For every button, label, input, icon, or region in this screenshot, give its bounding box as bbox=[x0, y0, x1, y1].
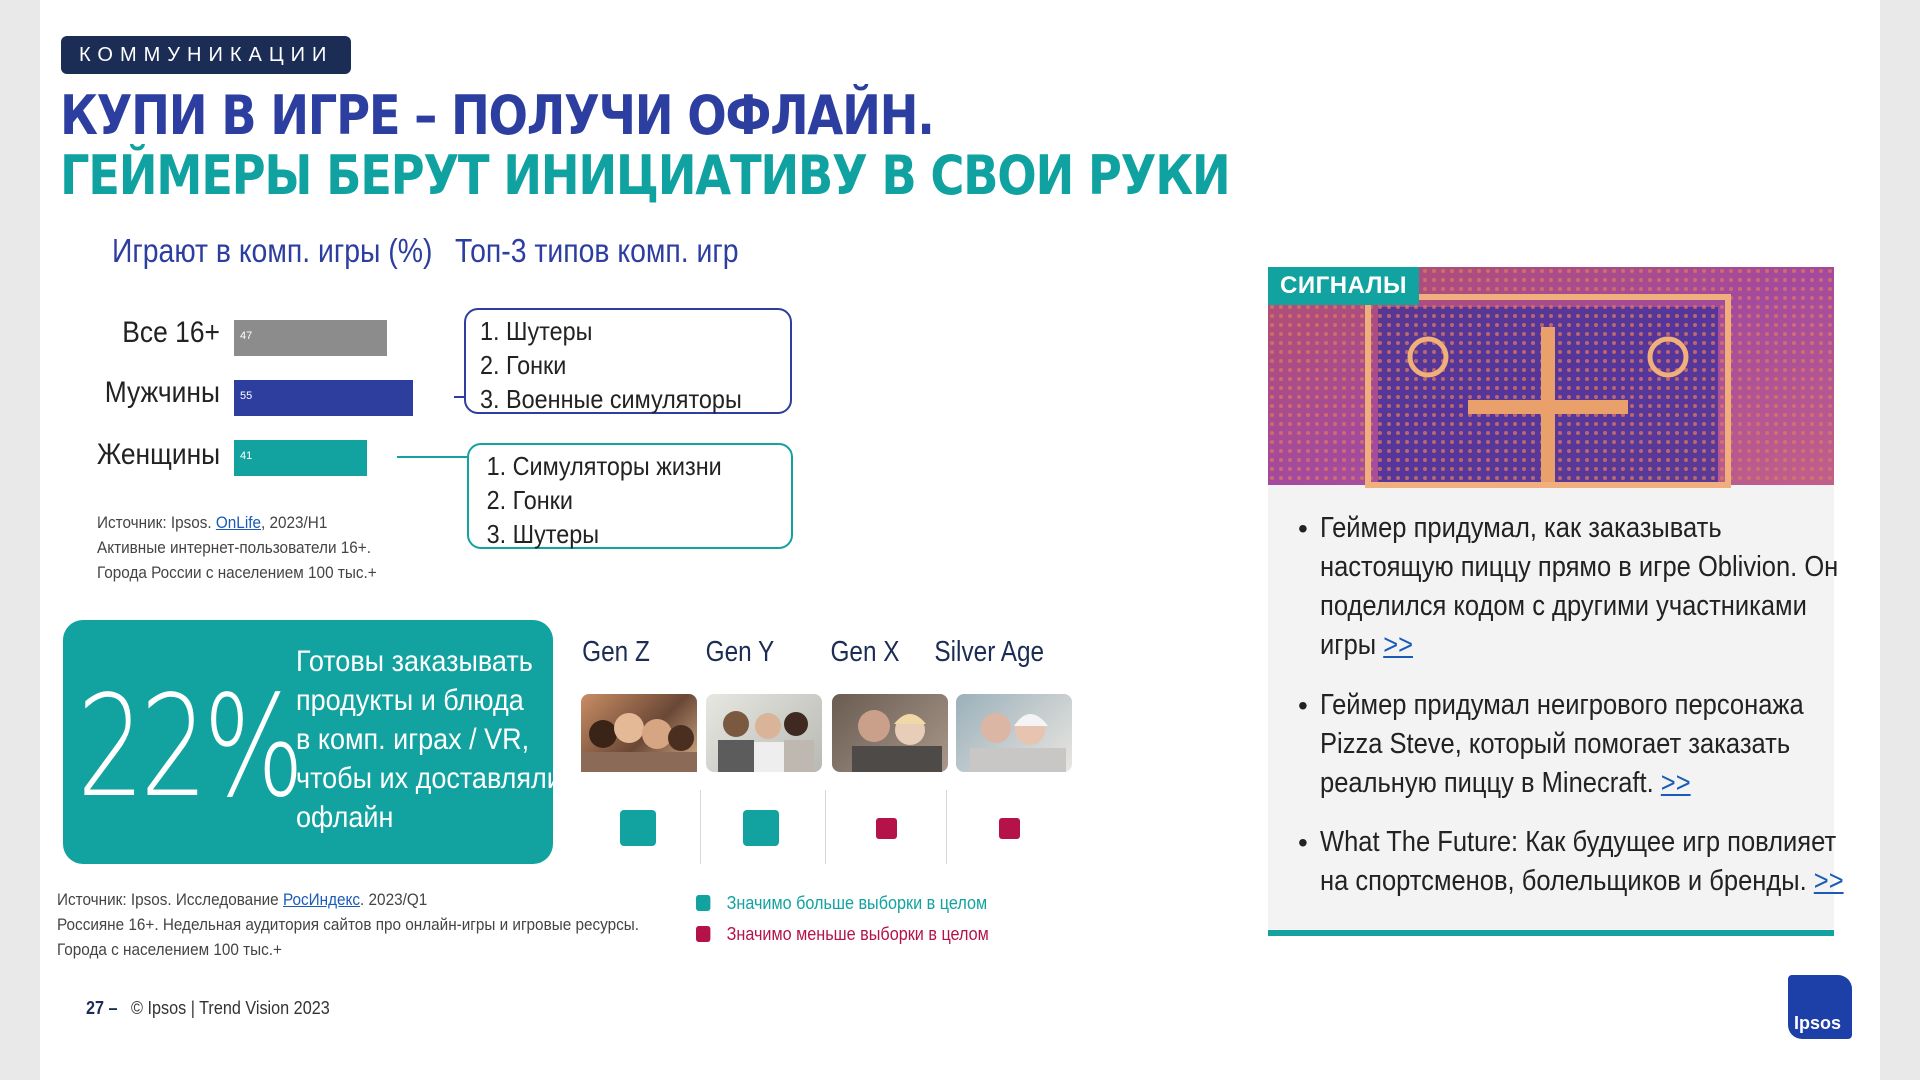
signal-text-line: What The Future: Как будущее игр повлияет bbox=[1320, 826, 1837, 858]
signal-link[interactable]: >> bbox=[1813, 865, 1844, 897]
stat-text-line: в комп. играх / VR, bbox=[296, 723, 530, 756]
legend-lower bbox=[696, 924, 989, 945]
stat-text-line: чтобы их доставляли bbox=[296, 762, 562, 795]
significance-mark bbox=[743, 810, 779, 846]
gen-label: Gen X bbox=[830, 636, 900, 668]
significance-mark bbox=[620, 810, 656, 846]
men-top3-item: 3. Военные симуляторы bbox=[480, 384, 742, 414]
source-suffix: , 2023/H1 bbox=[260, 513, 328, 532]
signal-text-line: настоящую пиццу прямо в игре Oblivion. Он bbox=[1320, 551, 1839, 583]
footer bbox=[86, 998, 330, 1019]
stat-text-line: Готовы заказывать bbox=[296, 645, 533, 678]
women-top3-item: 3. Шутеры bbox=[486, 519, 600, 549]
bar-label-all: Все 16+ bbox=[122, 316, 220, 349]
women-top3-item: 1. Симуляторы жизни bbox=[486, 451, 722, 481]
gen-label: Gen Y bbox=[705, 636, 775, 668]
slide bbox=[40, 0, 1880, 1080]
signals-tag: СИГНАЛЫ bbox=[1268, 267, 1419, 305]
column-divider bbox=[700, 790, 701, 864]
legend-higher bbox=[696, 893, 987, 914]
signals-panel bbox=[1268, 267, 1844, 929]
stat-card bbox=[63, 620, 562, 864]
column-divider bbox=[946, 790, 947, 864]
panel-underline bbox=[1268, 930, 1834, 936]
stat-text-line: офлайн bbox=[296, 801, 394, 834]
signal-text-line: Геймер придумал неигрового персонажа bbox=[1320, 689, 1804, 721]
page-subtitle: ГЕЙМЕРЫ БЕРУТ ИНИЦИАТИВУ В СВОИ РУКИ bbox=[60, 144, 1230, 207]
stat-value: 22% bbox=[77, 666, 300, 829]
page-number: 27 – bbox=[86, 998, 118, 1018]
legend-higher-label: Значимо больше выборки в целом bbox=[726, 893, 988, 913]
source-prefix: Источник: Ipsos. bbox=[97, 513, 216, 532]
gen-label: Silver Age bbox=[934, 636, 1045, 668]
ipsos-logo bbox=[1788, 975, 1852, 1039]
silver-age-photo bbox=[956, 694, 1072, 772]
column-divider bbox=[825, 790, 826, 864]
source-line: Города с населением 100 тыс.+ bbox=[57, 940, 282, 959]
signal-text-line: реальную пиццу в Minecraft. bbox=[1320, 767, 1661, 799]
bar-value-label: 41 bbox=[240, 450, 253, 462]
legend-swatch bbox=[696, 926, 710, 942]
source-line: Активные интернет-пользователи 16+. bbox=[97, 538, 371, 557]
significance-mark bbox=[999, 818, 1020, 839]
men-top3-box bbox=[464, 308, 792, 414]
source-line: Города России с населением 100 тыс.+ bbox=[97, 563, 377, 582]
signal-text-line: Pizza Steve, который помогает заказать bbox=[1320, 728, 1791, 760]
women-top3-item: 2. Гонки bbox=[486, 485, 573, 515]
play-chart-title: Играют в комп. игры (%) bbox=[112, 232, 433, 269]
bullet: • bbox=[1298, 513, 1308, 544]
significance-mark bbox=[876, 818, 897, 839]
men-top3-item: 1. Шутеры bbox=[480, 316, 593, 346]
top3-title: Топ-3 типов комп. игр bbox=[455, 232, 739, 269]
stat-text-line: продукты и блюда bbox=[296, 684, 524, 717]
gen-y-photo bbox=[706, 694, 822, 772]
section-tag: КОММУНИКАЦИИ bbox=[61, 36, 351, 74]
bar-value-label: 47 bbox=[240, 330, 253, 342]
play-source bbox=[97, 510, 377, 585]
signal-link[interactable]: >> bbox=[1660, 767, 1691, 799]
legend-swatch bbox=[696, 895, 710, 911]
bullet: • bbox=[1298, 827, 1308, 858]
bullet: • bbox=[1298, 690, 1308, 721]
women-top3-box bbox=[467, 443, 793, 549]
men-top3-item: 2. Гонки bbox=[480, 350, 567, 380]
onlife-link[interactable]: OnLife bbox=[215, 513, 261, 532]
gen-x-photo bbox=[832, 694, 948, 772]
stat-text bbox=[296, 642, 562, 837]
gen-label: Gen Z bbox=[582, 636, 650, 668]
source-prefix: Источник: Ipsos. Исследование bbox=[57, 890, 283, 909]
bar-label-men: Мужчины bbox=[104, 376, 220, 409]
signal-text-line: Геймер придумал, как заказывать bbox=[1320, 512, 1722, 544]
copyright: © Ipsos | Trend Vision 2023 bbox=[131, 998, 330, 1018]
signal-link[interactable]: >> bbox=[1383, 629, 1414, 661]
signal-text-line: поделился кодом с другими участниками bbox=[1320, 590, 1807, 622]
legend-lower-label: Значимо меньше выборки в целом bbox=[726, 924, 989, 944]
source-line: Россияне 16+. Недельная аудитория сайтов про онлайн-игры и игровые ресурсы. bbox=[57, 915, 640, 934]
gen-z-photo bbox=[581, 694, 697, 772]
logo-text: Ipsos bbox=[1794, 1013, 1842, 1033]
bar-value-label: 55 bbox=[240, 390, 253, 402]
rosindex-link[interactable]: РосИндекс bbox=[282, 890, 361, 909]
signal-text-line: на спортсменов, болельщиков и бренды. bbox=[1320, 865, 1814, 897]
bar-label-women: Женщины bbox=[96, 438, 220, 471]
rosindex-source bbox=[57, 887, 639, 962]
signal-text-line: игры bbox=[1320, 629, 1384, 661]
source-suffix: . 2023/Q1 bbox=[360, 890, 428, 909]
page-title: КУПИ В ИГРЕ – ПОЛУЧИ ОФЛАЙН. bbox=[60, 84, 934, 147]
